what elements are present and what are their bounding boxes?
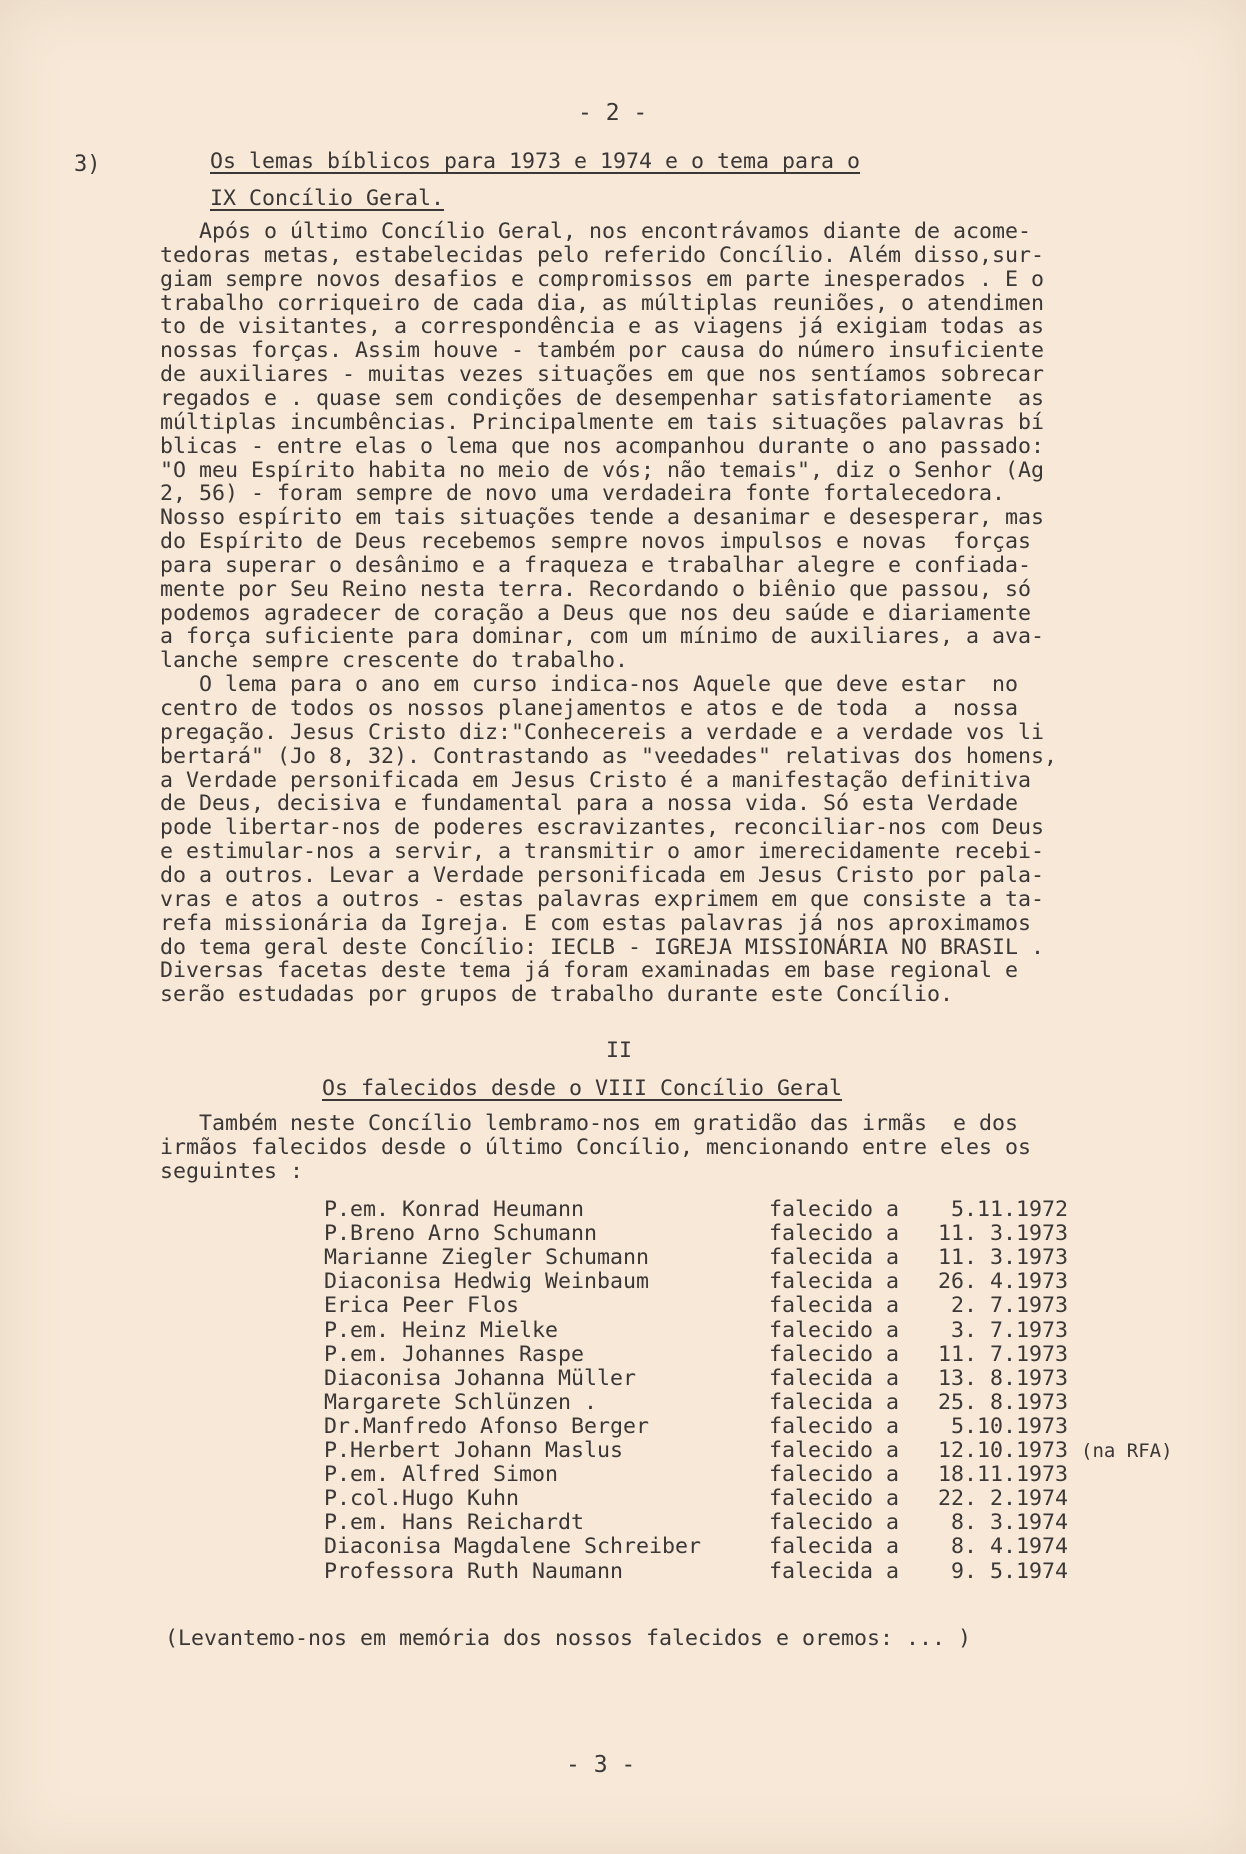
body-line: e estimular-nos a servir, a transmitir o amor imerecidamente recebi- — [160, 839, 1045, 865]
deceased-name: P.em. Hans Reichardt — [324, 1510, 585, 1536]
deceased-name: P.em. Alfred Simon — [324, 1462, 559, 1488]
deceased-name: Marianne Ziegler Schumann — [324, 1245, 650, 1271]
deceased-status: falecido a — [769, 1317, 900, 1343]
deceased-name: Diaconisa Magdalene Schreiber — [324, 1534, 702, 1560]
deceased-date: 2. 7.1973 — [938, 1293, 1069, 1319]
body-line: do a outros. Levar a Verdade personificada em Jesus Cristo por pala- — [160, 862, 1045, 888]
body-line: Após o último Concílio Geral, nos encontrávamos diante de acome- — [160, 219, 1032, 244]
body-line: múltiplas incumbências. Principalmente em tais situações palavras bí — [160, 409, 1045, 435]
body-line: trabalho corriqueiro de cada dia, as múltiplas reuniões, o atendimen — [160, 290, 1045, 316]
deceased-name: P.em. Heinz Mielke — [324, 1317, 559, 1343]
deceased-date: 25. 8.1973 — [938, 1389, 1069, 1415]
intro-line: seguintes : — [160, 1159, 304, 1184]
intro-line: Também neste Concílio lembramo-nos em gratidão das irmãs e dos — [160, 1111, 1019, 1136]
body-line: mente por Seu Reino nesta terra. Recordando o biênio que passou, só — [160, 576, 1032, 602]
deceased-name: P.Breno Arno Schumann — [324, 1221, 598, 1247]
body-line: a força suficiente para dominar, com um mínimo de auxiliares, a ava- — [160, 624, 1045, 650]
deceased-name: Margarete Schlünzen . — [324, 1389, 598, 1415]
body-line: do Espírito de Deus recebemos sempre novos impulsos e novas forças — [160, 529, 1032, 555]
deceased-date: 11. 3.1973 — [938, 1245, 1069, 1271]
deceased-status: falecido a — [769, 1462, 900, 1488]
body-line: giam sempre novos desafios e compromissos em parte inesperados . E o — [160, 266, 1045, 292]
deceased-status: falecida a — [769, 1558, 900, 1584]
deceased-name: P.col.Hugo Kuhn — [324, 1486, 520, 1512]
body-line: lanche sempre crescente do trabalho. — [160, 648, 629, 674]
deceased-date: 8. 4.1974 — [938, 1534, 1069, 1560]
intro-line: irmãos falecidos desde o último Concílio, mencionando entre eles os — [160, 1135, 1032, 1160]
body-line: pode libertar-nos de poderes escravizantes, reconciliar-nos com Deus — [160, 815, 1045, 841]
body-line: regados e . quase sem condições de desempenhar satisfatoriamente as — [160, 385, 1045, 411]
body-line: Diversas facetas deste tema já foram examinadas em base regional e — [160, 958, 1019, 984]
body-line: podemos agradecer de coração a Deus que nos deu saúde e diariamente — [160, 600, 1032, 626]
body-line: blicas - entre elas o lema que nos acompanhou durante o ano passado: — [160, 433, 1045, 459]
deceased-status: falecido a — [769, 1341, 900, 1367]
deceased-name: Erica Peer Flos — [324, 1293, 520, 1319]
body-line: vras e atos a outros - estas palavras exprimem em que consiste a ta- — [160, 886, 1045, 912]
body-line: nossas forças. Assim houve - também por causa do número insuficiente — [160, 338, 1045, 364]
deceased-name: Professora Ruth Naumann — [324, 1558, 624, 1584]
body-line: tedoras metas, estabelecidas pelo referido Concílio. Além disso,sur- — [160, 242, 1045, 268]
deceased-date: 13. 8.1973 — [938, 1365, 1069, 1391]
body-line: refa missionária da Igreja. E com estas palavras já nos aproximamos — [160, 910, 1032, 936]
body-line: 2, 56) - foram sempre de novo uma verdadeira fonte fortalecedora. — [160, 481, 1006, 507]
section-number: 3) — [74, 152, 101, 177]
closing-remark: (Levantemo-nos em memória dos nossos falecidos e oremos: ... ) — [165, 1626, 972, 1651]
deceased-status: falecida a — [769, 1245, 900, 1271]
deceased-note: (na RFA) — [1081, 1440, 1173, 1462]
deceased-status: falecido a — [769, 1510, 900, 1536]
deceased-date: 3. 7.1973 — [938, 1317, 1069, 1343]
deceased-date: 11. 3.1973 — [938, 1221, 1069, 1247]
deceased-status: falecida a — [769, 1534, 900, 1560]
body-line: do tema geral deste Concílio: IECLB - IGREJA MISSIONÁRIA NO BRASIL . — [160, 934, 1045, 960]
deceased-date: 8. 3.1974 — [938, 1510, 1069, 1536]
body-line: to de visitantes, a correspondência e as viagens já exigiam todas as — [160, 314, 1045, 340]
body-line: a Verdade personificada em Jesus Cristo é a manifestação definitiva — [160, 767, 1032, 793]
body-line: pregação. Jesus Cristo diz:"Conhecereis a verdade e a verdade vos li — [160, 719, 1045, 745]
deceased-name: Dr.Manfredo Afonso Berger — [324, 1413, 650, 1439]
deceased-date: 12.10.1973 — [938, 1438, 1069, 1463]
body-line: "O meu Espírito habita no meio de vós; não temais", diz o Senhor (Ag — [160, 457, 1045, 483]
deceased-status: falecida a — [769, 1269, 900, 1295]
body-line: centro de todos os nossos planejamentos e atos e de toda a nossa — [160, 696, 1019, 721]
deceased-name: Diaconisa Johanna Müller — [324, 1365, 637, 1391]
deceased-name: P.em. Konrad Heumann — [324, 1197, 585, 1222]
body-line: O lema para o ano em curso indica-nos Aquele que deve estar no — [160, 672, 1019, 698]
deceased-name: Diaconisa Hedwig Weinbaum — [324, 1269, 650, 1295]
deceased-status: falecido a — [769, 1221, 900, 1247]
deceased-status: falecido a — [769, 1438, 900, 1463]
deceased-date: 22. 2.1974 — [938, 1486, 1069, 1512]
deceased-date: 5.10.1973 — [938, 1413, 1069, 1439]
section-heading-line2: IX Concílio Geral. — [210, 186, 445, 211]
deceased-status: falecida a — [769, 1293, 900, 1319]
deceased-date: 26. 4.1973 — [938, 1269, 1069, 1295]
page-number-bottom: - 3 - — [566, 1752, 636, 1778]
deceased-status: falecido a — [769, 1413, 900, 1439]
body-line: de auxiliares - muitas vezes situações em que nos sentíamos sobrecar — [160, 362, 1045, 388]
deceased-status: falecida a — [769, 1365, 900, 1391]
deceased-name: P.Herbert Johann Maslus — [324, 1438, 624, 1463]
deceased-status: falecido a — [769, 1197, 900, 1222]
deceased-date: 9. 5.1974 — [938, 1558, 1069, 1584]
body-line: de Deus, decisiva e fundamental para a nossa vida. Só esta Verdade — [160, 791, 1019, 817]
deceased-status: falecido a — [769, 1486, 900, 1512]
deceased-heading: Os falecidos desde o VIII Concílio Geral — [322, 1076, 843, 1101]
deceased-status: falecida a — [769, 1389, 900, 1415]
deceased-date: 18.11.1973 — [938, 1462, 1069, 1488]
body-line: Nosso espírito em tais situações tende a desanimar e desesperar, mas — [160, 505, 1045, 531]
deceased-date: 11. 7.1973 — [938, 1341, 1069, 1367]
section-heading-line1: Os lemas bíblicos para 1973 e 1974 e o tema para o — [210, 149, 861, 174]
body-line: serão estudadas por grupos de trabalho durante este Concílio. — [160, 982, 954, 1008]
page-number-top: - 2 - — [578, 100, 648, 126]
body-line: para superar o desânimo e a fraqueza e trabalhar alegre e confiada- — [160, 552, 1032, 578]
deceased-date: 5.11.1972 — [938, 1197, 1069, 1222]
deceased-name: P.em. Johannes Raspe — [324, 1341, 585, 1367]
section-roman-numeral: II — [606, 1038, 633, 1063]
body-line: bertará" (Jo 8, 32). Contrastando as "veedades" relativas dos homens, — [160, 743, 1058, 769]
